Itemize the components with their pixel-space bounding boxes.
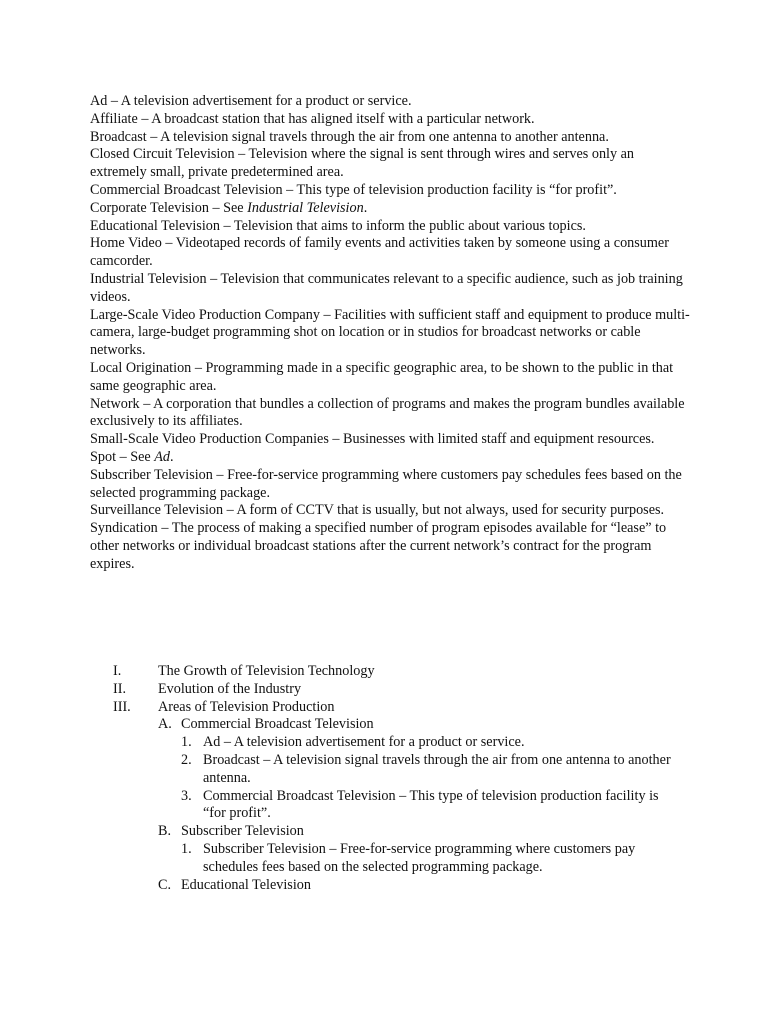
outline-number: 2. (181, 751, 192, 768)
outline-item-level-2 (0, 823, 768, 841)
outline-number: C. (158, 876, 172, 893)
outline-number: 3. (181, 787, 192, 804)
glossary-separator: – (234, 146, 249, 163)
glossary-entry (90, 307, 690, 360)
glossary-definition: A broadcast station that has aligned itself with a particular network. (151, 110, 535, 127)
outline-item-level-3 (0, 734, 768, 752)
glossary-punctuation: . (170, 448, 174, 465)
glossary-cross-reference: Ad (154, 448, 171, 465)
outline-text: Subscriber Television – Free-for-service programming where customers pay schedules fees based on the selected programming package. (203, 840, 636, 875)
outline-number: I. (113, 663, 122, 679)
outline-number: III. (113, 698, 131, 715)
outline-text: Areas of Television Production (158, 698, 335, 715)
glossary-term: Network (90, 395, 140, 412)
glossary-entry (90, 271, 690, 307)
outline-text: Subscriber Television (181, 823, 304, 840)
glossary-definition: See (223, 199, 248, 216)
glossary-definition: Free-for-service programming where customers pay schedules fees based on the selected programming package. (90, 466, 682, 501)
glossary-term: Corporate Television (90, 199, 209, 216)
glossary-separator: – (137, 110, 152, 127)
outline-text: Evolution of the Industry (158, 680, 302, 697)
outline-item-level-3 (0, 841, 768, 877)
glossary-separator: – (116, 448, 131, 465)
glossary-entry (90, 146, 690, 182)
glossary-separator: – (282, 181, 297, 198)
glossary-definition: Businesses with limited staff and equipment resources. (343, 431, 655, 448)
outline-number: 1. (181, 840, 192, 857)
glossary-list (90, 93, 690, 574)
glossary-definition: A form of CCTV that is usually, but not always, used for security purposes. (236, 502, 665, 519)
glossary-term: Commercial Broadcast Television (90, 181, 283, 198)
outline-text: The Growth of Television Technology (158, 663, 375, 679)
glossary-definition: Television that communicates relevant to a specific audience, such as job training videos. (90, 270, 683, 305)
glossary-separator: – (139, 395, 154, 412)
glossary-punctuation: . (363, 199, 368, 216)
glossary-definition: A television signal travels through the air from one antenna to another antenna. (160, 128, 609, 145)
outline-text: Commercial Broadcast Television (181, 716, 374, 733)
outline-number: 1. (181, 734, 192, 751)
glossary-term: Affiliate (90, 110, 138, 127)
glossary-definition: Television that aims to inform the public about various topics. (233, 217, 586, 234)
glossary-separator: – (206, 270, 221, 287)
glossary-entry (90, 502, 690, 520)
glossary-term: Home Video (90, 235, 162, 252)
glossary-term: Large-Scale Video Production Company (90, 306, 320, 323)
glossary-entry (90, 200, 690, 218)
glossary-term: Surveillance Television (90, 502, 224, 519)
glossary-entry (90, 235, 690, 271)
outline-number: B. (158, 823, 172, 840)
glossary-definition: A television advertisement for a product or service. (120, 93, 412, 109)
glossary-entry (90, 111, 690, 129)
glossary-entry (90, 93, 690, 111)
outline-list (0, 663, 768, 894)
outline-item-level-1 (0, 699, 768, 717)
glossary-term: Subscriber Television (90, 466, 213, 483)
glossary-term: Spot (90, 448, 117, 465)
glossary-term: Syndication (90, 520, 158, 537)
outline-item-level-2 (0, 716, 768, 734)
glossary-separator: – (219, 217, 234, 234)
outline-text: Ad – A television advertisement for a product or service. (203, 734, 525, 751)
outline-item-level-1 (0, 681, 768, 699)
glossary-entry (90, 467, 690, 503)
outline-number: A. (158, 716, 172, 733)
glossary-definition: Facilities with sufficient staff and equipment to produce multi-camera, large-budget programming shot on location or in studios for broadcast networks or cable networks. (90, 306, 690, 359)
glossary-separator: – (208, 199, 224, 216)
glossary-entry (90, 218, 690, 236)
glossary-definition: Programming made in a specific geographic area, to be shown to the public in that same geographic area. (90, 359, 674, 394)
glossary-term: Educational Television (90, 217, 220, 234)
glossary-definition: A corporation that bundles a collection of programs and makes the program bundles available exclusively to its affiliates. (90, 395, 685, 430)
glossary-definition: See (130, 448, 155, 465)
glossary-definition: Videotaped records of family events and activities taken by someone using a consumer camcorder. (90, 235, 669, 270)
glossary-separator: – (161, 235, 176, 252)
glossary-entry (90, 182, 690, 200)
glossary-definition: Television where the signal is sent through wires and serves only an extremely small, private predetermined area. (90, 146, 635, 181)
glossary-term: Closed Circuit Television (90, 146, 235, 163)
outline-item-level-1 (0, 663, 768, 681)
glossary-separator: – (212, 466, 228, 483)
glossary-separator: – (191, 359, 206, 376)
outline-text: Educational Television (181, 876, 311, 893)
glossary-separator: – (146, 128, 161, 145)
glossary-entry (90, 396, 690, 432)
outline-number: II. (113, 680, 126, 697)
outline-item-level-3 (0, 752, 768, 788)
glossary-term: Ad (90, 93, 108, 109)
glossary-entry (90, 360, 690, 396)
outline-item-level-2 (0, 877, 768, 895)
outline-item-level-3 (0, 788, 768, 824)
glossary-definition: This type of television production facility is “for profit”. (296, 181, 617, 198)
outline-text: Commercial Broadcast Television – This type of television production facility is “for profit”. (203, 787, 659, 822)
glossary-entry (90, 129, 690, 147)
glossary-entry (90, 520, 690, 573)
glossary-term: Local Origination (90, 359, 192, 376)
glossary-separator: – (223, 502, 237, 519)
glossary-term: Broadcast (90, 128, 147, 145)
glossary-entry (90, 431, 690, 449)
glossary-entry (90, 449, 690, 467)
outline-text: Broadcast – A television signal travels through the air from one antenna to another antenna. (203, 751, 671, 786)
glossary-separator: – (328, 431, 344, 448)
glossary-term: Industrial Television (90, 270, 207, 287)
glossary-definition: The process of making a specified number of program episodes available for “lease” to other networks or individual broadcast stations after the current network’s contract for the program expires. (90, 520, 667, 572)
glossary-term: Small-Scale Video Production Companies (90, 431, 329, 448)
glossary-separator: – (107, 93, 121, 109)
glossary-separator: – (157, 520, 172, 537)
glossary-cross-reference: Industrial Television (247, 199, 364, 216)
glossary-separator: – (319, 306, 335, 323)
